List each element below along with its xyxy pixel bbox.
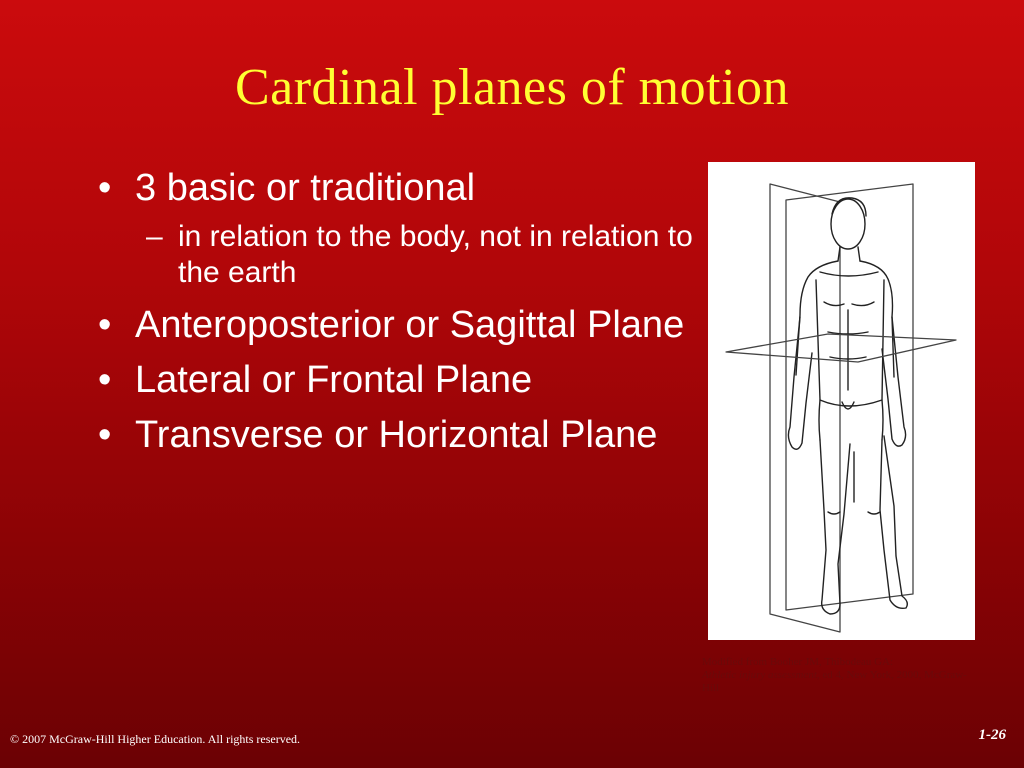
bullet-item	[98, 303, 698, 348]
bullet-item	[98, 166, 698, 211]
bullet-text: Anteroposterior or Sagittal Plane	[135, 304, 685, 346]
bullet-marker: •	[98, 304, 112, 346]
bullet-item	[98, 413, 698, 458]
image-credit	[702, 656, 972, 695]
bullet-list	[98, 166, 698, 468]
slide-title: Cardinal planes of motion	[234, 59, 790, 116]
sub-bullet-text: in relation to the body, not in relation to the earth	[178, 220, 693, 289]
bullet-marker: •	[98, 414, 112, 456]
bullet-text: Lateral or Frontal Plane	[135, 359, 533, 401]
copyright-footer: © 2007 McGraw-Hill Higher Education. All rights reserved.	[10, 732, 301, 746]
transverse-plane	[726, 334, 956, 362]
anatomical-figure	[708, 162, 975, 640]
bullet-text: Transverse or Horizontal Plane	[135, 414, 658, 456]
credit-line2: ed 4, New York, 2000, McGraw-Hill	[702, 669, 967, 694]
bullet-marker: •	[98, 359, 112, 401]
bullet-item	[98, 358, 698, 403]
credit-line1: Modified from Booher JM, Thibodeau GA:	[702, 656, 894, 668]
sub-bullet-item	[98, 219, 698, 291]
credit-book-title: Athletic injury assessment,	[702, 669, 820, 681]
page-number: 1-26	[978, 727, 1006, 743]
sub-bullet-marker: –	[146, 220, 163, 253]
bullet-marker: •	[98, 167, 112, 209]
anatomical-figure-icon	[708, 162, 975, 640]
bullet-text: 3 basic or traditional	[135, 167, 476, 209]
